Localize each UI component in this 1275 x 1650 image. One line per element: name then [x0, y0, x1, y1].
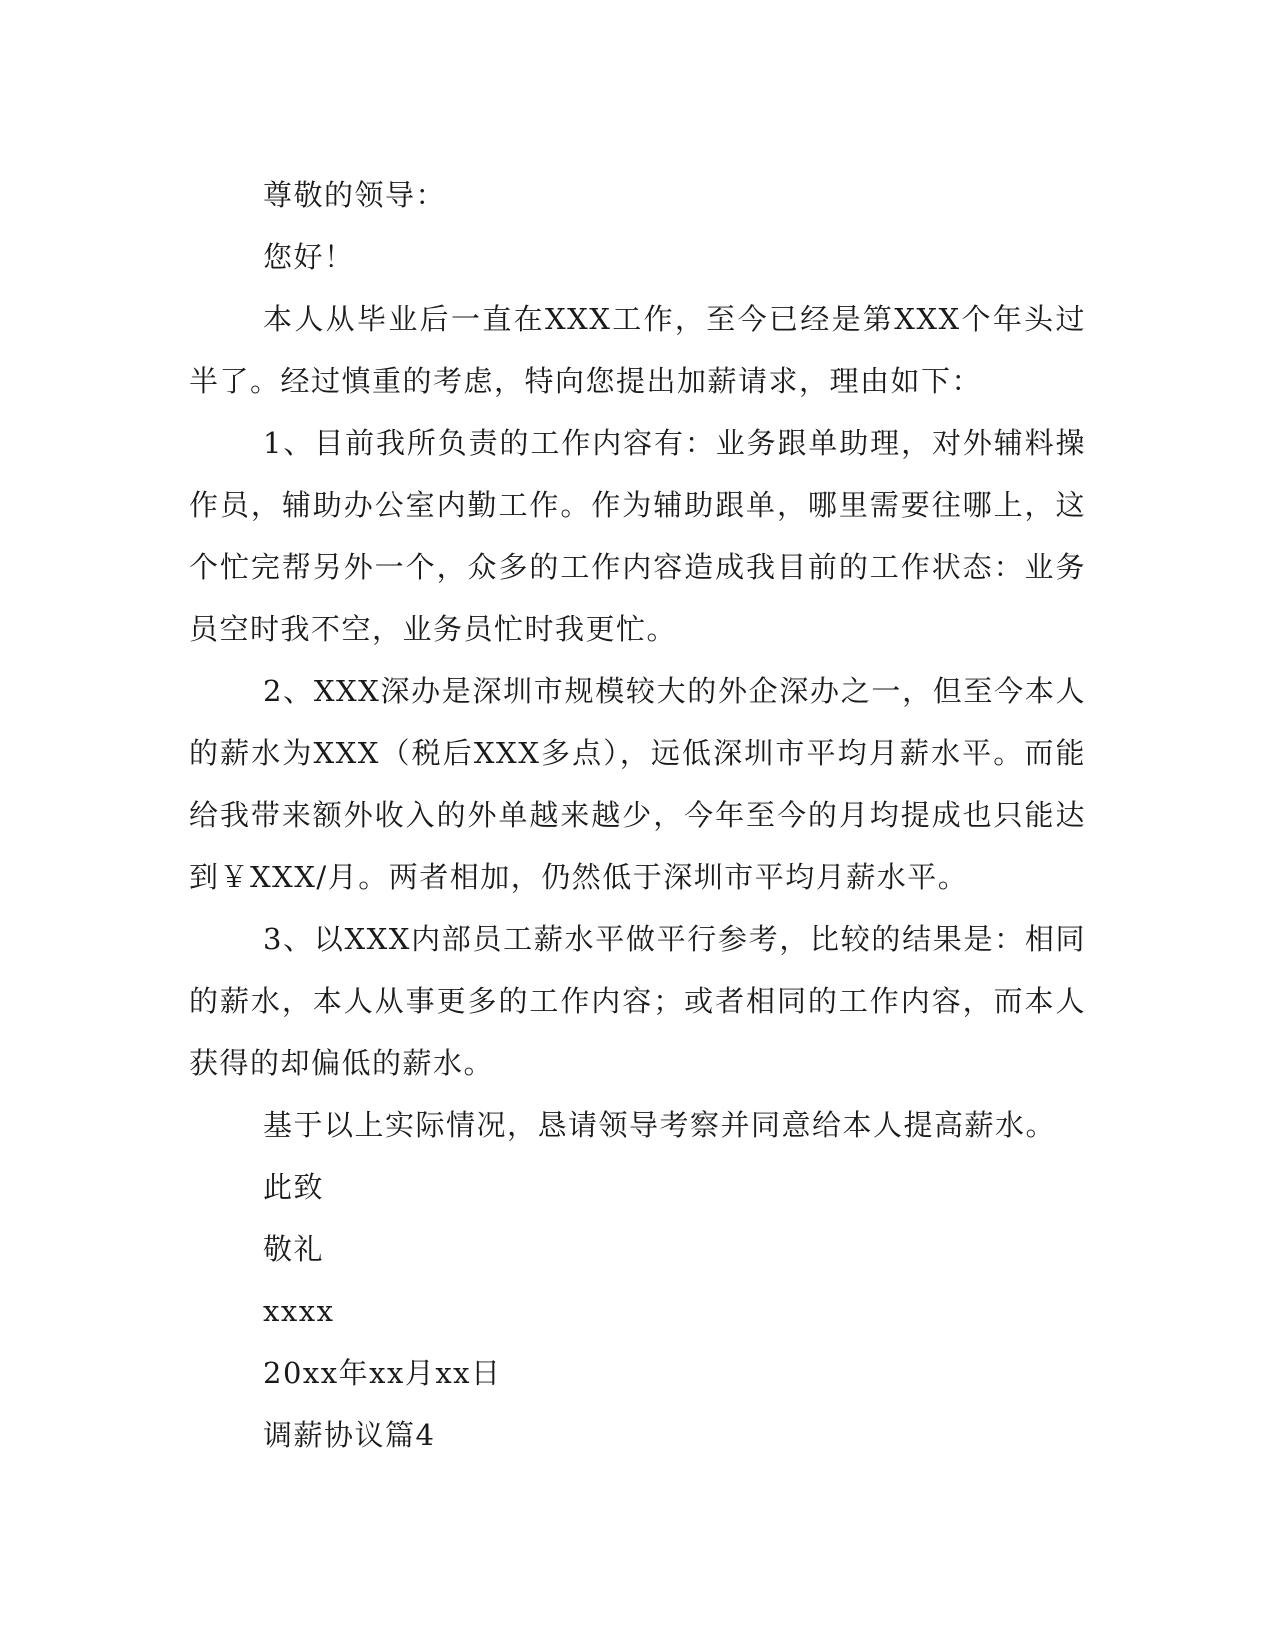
reason-2-paragraph: 2、XXX深办是深圳市规模较大的外企深办之一，但至今本人的薪水为XXX（税后XXX多点），远低深圳市平均月薪水平。而能给我带来额外收入的外单越来越少，今年至今的月均提成也只能达到￥XXX/月。两者相加，仍然低于深圳市平均月薪水平。	[189, 674, 1086, 894]
date-line: 20xx年xx月xx日	[263, 1356, 502, 1390]
letter-body	[189, 164, 1086, 1466]
closing-line-1: 此致	[263, 1170, 325, 1204]
request-paragraph: 基于以上实际情况，恳请领导考察并同意给本人提高薪水。	[263, 1108, 1057, 1142]
closing-line-2: 敬礼	[263, 1232, 325, 1266]
signature: xxxx	[263, 1294, 335, 1328]
intro-paragraph: 本人从毕业后一直在XXX工作，至今已经是第XXX个年头过半了。经过慎重的考虑，特向您提出加薪请求，理由如下：	[189, 302, 1086, 398]
next-section-heading: 调薪协议篇4	[263, 1418, 436, 1452]
reason-3-paragraph: 3、以XXX内部员工薪水平做平行参考，比较的结果是：相同的薪水，本人从事更多的工作内容；或者相同的工作内容，而本人获得的却偏低的薪水。	[189, 922, 1086, 1080]
reason-1-paragraph: 1、目前我所负责的工作内容有：业务跟单助理，对外辅料操作员，辅助办公室内勤工作。作为辅助跟单，哪里需要往哪上，这个忙完帮另外一个，众多的工作内容造成我目前的工作状态：业务员空时我不空，业务员忙时我更忙。	[189, 426, 1086, 646]
greeting: 您好！	[263, 240, 355, 274]
salutation: 尊敬的领导：	[263, 178, 447, 212]
